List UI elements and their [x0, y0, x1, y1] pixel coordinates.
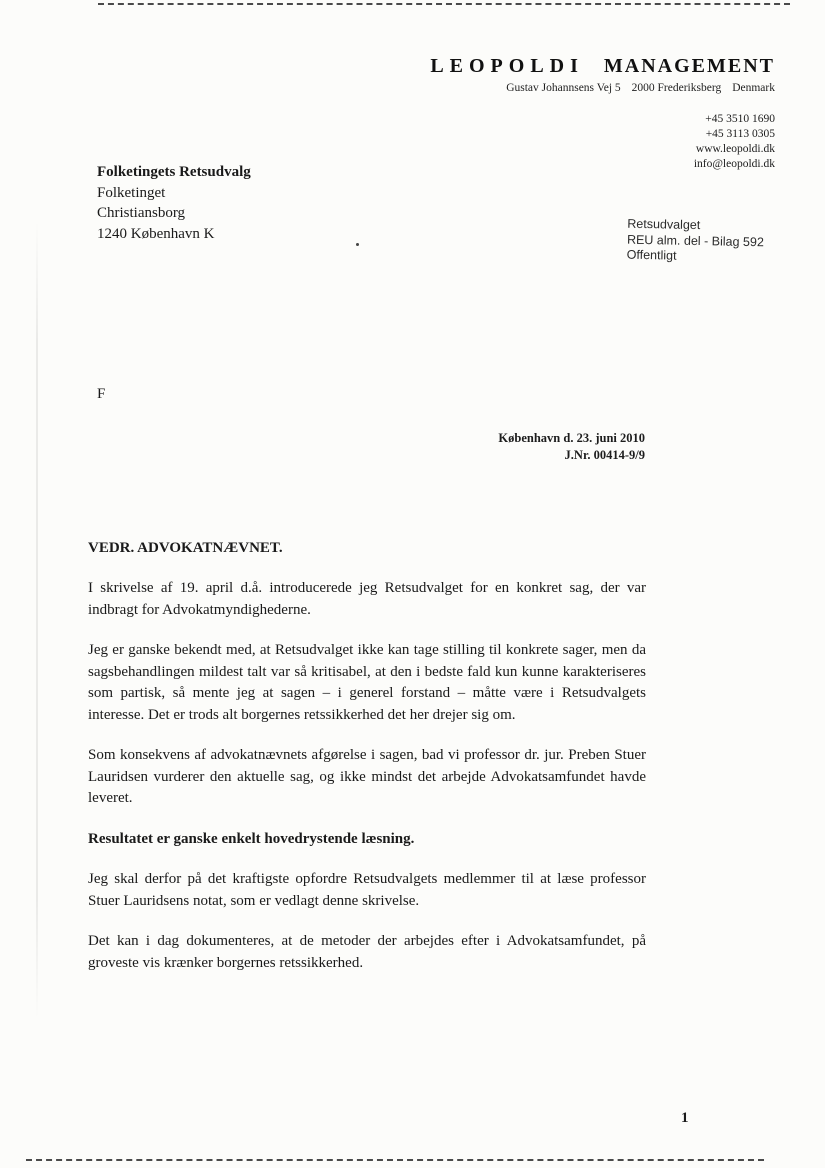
- company-city: 2000 Frederiksberg: [631, 82, 722, 94]
- subject-line: VEDR. ADVOKATNÆVNET.: [88, 540, 283, 556]
- letterhead: [430, 55, 775, 172]
- stamp-line-3: Offentligt: [626, 247, 677, 263]
- date-journal-block: [498, 430, 645, 463]
- company-name-part-1: LEOPOLDI: [430, 55, 584, 77]
- scan-artifact-bottom-line: [26, 1159, 764, 1161]
- stamp-line-1: Retsudvalget: [627, 216, 701, 233]
- body-paragraph-1: I skrivelse af 19. april d.å. introducerede jeg Retsudvalget for en konkret sag, der var indbragt for Advokatmyndighederne.: [88, 580, 646, 618]
- scan-artifact-left-streak: [36, 220, 38, 1020]
- website-url: www.leopoldi.dk: [695, 143, 775, 155]
- contact-block: [430, 112, 775, 172]
- recipient-name: Folketingets Retsudvalg: [97, 164, 251, 180]
- stamp-line-2: REU alm. del - Bilag 592: [626, 232, 765, 249]
- recipient-address-block: [97, 162, 251, 244]
- body-paragraph-6: Det kan i dag dokumenteres, at de metoder der arbejdes efter i Advokatsamfundet, på groveste vis krænker borgernes retssikkerhed.: [88, 933, 646, 971]
- recipient-line-2: Christiansborg: [97, 205, 186, 221]
- letter-body: [88, 540, 646, 993]
- body-paragraph-2: Jeg er ganske bekendt med, at Retsudvalget ikke kan tage stilling til konkrete sager, men da sagsbehandlingen mildest talt var så kritisabel, at den i bedste fald kun kunne karakteriseres som partisk, så mente jeg at sagen – i generel forstand – måtte være i Retsudvalgets interesse. Det er trods alt borgernes retssikkerhed det her drejer sig om.: [88, 642, 646, 723]
- recipient-line-3: 1240 København K: [97, 225, 215, 242]
- company-name: [430, 55, 775, 78]
- scan-artifact-top-line: [98, 3, 790, 5]
- reference-letter-mark: F: [97, 386, 106, 402]
- email-address: info@leopoldi.dk: [693, 158, 775, 170]
- letter-date: København d. 23. juni 2010: [498, 431, 645, 445]
- phone-number-2: +45 3113 0305: [705, 128, 775, 140]
- body-paragraph-5: Jeg skal derfor på det kraftigste opfordre Retsudvalgets medlemmer til at læse professor Stuer Lauridsens notat, som er vedlagt denne skrivelse.: [88, 871, 646, 909]
- company-name-part-2: MANAGEMENT: [603, 55, 775, 77]
- company-country: Denmark: [732, 82, 775, 94]
- company-address-line: [430, 82, 775, 94]
- journal-number: J.Nr. 00414-9/9: [564, 447, 645, 462]
- company-street: Gustav Johannsens Vej 5: [506, 82, 621, 94]
- page-number: 1: [681, 1110, 689, 1126]
- scan-artifact-speck: [356, 243, 359, 246]
- committee-filing-stamp: [627, 217, 765, 266]
- body-paragraph-3: Som konsekvens af advokatnævnets afgørelse i sagen, bad vi professor dr. jur. Preben Stuer Lauridsen vurderer den aktuelle sag, og ikke mindst det arbejde Advokatsamfundet havde leveret.: [88, 747, 646, 806]
- body-paragraph-4-emphasis: Resultatet er ganske enkelt hovedrystende læsning.: [88, 830, 415, 847]
- recipient-line-1: Folketinget: [97, 184, 166, 201]
- phone-number-1: +45 3510 1690: [705, 113, 775, 125]
